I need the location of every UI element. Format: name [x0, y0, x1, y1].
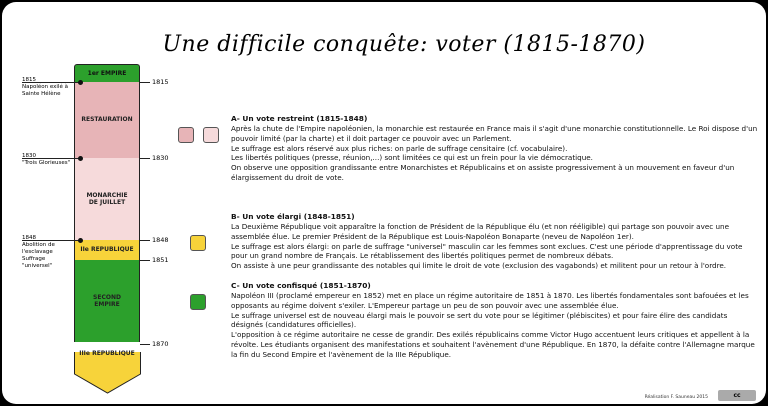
- band-label: MONARCHIE DE JUILLET: [86, 191, 128, 206]
- year-tick: [140, 158, 150, 159]
- year-tick: [140, 240, 150, 241]
- event-label: [22, 77, 76, 98]
- timeline-band-restauration: [74, 82, 140, 158]
- event-year: 1815: [22, 77, 36, 83]
- section-paragraph: La Deuxième République voit apparaître la fonction de Président de la République élu (et non rééligible) qui partage son pouvoir avec une assemblée élue. Le premier Président de la République est Louis-Napoléon Bonaparte (neveu de Napoléon 1er).: [231, 222, 730, 241]
- event-label: [22, 235, 68, 269]
- event-year: 1848: [22, 235, 36, 241]
- section-paragraph: On assiste à une peur grandissante des notables qui limite le droit de vote (exclusion des vagabonds) et militent pour un retour à l'ordre.: [231, 261, 727, 271]
- year-tick: [140, 344, 150, 345]
- section-paragraph: Napoléon III (proclamé empereur en 1852) met en place un régime autoritaire de 1851 à 1870. Les libertés fondamentales sont bafouées et les opposants au régime doivent s'exiler. L'Empereur partage un peu de son pouvoir avec une assemblée élue.: [231, 291, 749, 310]
- slide-title: Une difficile conquête: voter (1815-1870): [162, 32, 646, 57]
- year-label: 1870: [152, 340, 169, 348]
- year-label: 1815: [152, 78, 169, 86]
- year-tick: [140, 260, 150, 261]
- event-dot: [78, 238, 83, 243]
- section-paragraph: Après la chute de l'Empire napoléonien, la monarchie est restaurée en France mais il s'agit d'une monarchie constitutionnelle. Le Roi dispose d'un pouvoir limité (par la charte) et il doit partager ce pouvoir avec un Parlement.: [231, 124, 758, 143]
- event-dot: [78, 80, 83, 85]
- section-heading: A- Un vote restreint (1815-1848): [231, 114, 368, 123]
- slide: [2, 2, 766, 404]
- year-tick: [140, 82, 150, 83]
- event-year: 1830: [22, 153, 36, 159]
- section-heading: C- Un vote confisqué (1851-1870): [231, 281, 371, 290]
- section-heading: B- Un vote élargi (1848-1851): [231, 212, 355, 221]
- legend-square-monarchie-juillet: [203, 127, 219, 143]
- timeline-band-second-empire: [74, 260, 140, 342]
- timeline-band-1er-empire: [74, 64, 140, 82]
- event-text: Abolition de l'esclavage Suffrage "universel": [22, 241, 55, 269]
- year-label: 1848: [152, 236, 169, 244]
- section-paragraph: L'opposition à ce régime autoritaire ne cesse de grandir. Des exilés républicains comme Victor Hugo accentuent leurs critiques et appellent à la révolte. Les étudiants organisent des manifestations et souhaitent l'avènement d'une République. En 1870, la défaite contre l'Allemagne marque la fin du Second Empire et l'avènement de la IIIe République.: [231, 330, 755, 359]
- section-vote-confisque: [231, 281, 761, 360]
- event-label: [22, 153, 78, 167]
- cc-icon: cc: [733, 392, 741, 399]
- section-paragraph: Les libertés politiques (presse, réunion,...) sont limitées ce qui est un frein pour la vie démocratique.: [231, 153, 593, 163]
- band-label-wrap: [74, 342, 140, 366]
- section-paragraph: Le suffrage est alors réservé aux plus riches: on parle de suffrage censitaire (cf. vocabulaire).: [231, 143, 568, 153]
- legend-square-restauration: [178, 127, 194, 143]
- band-label: SECOND EMPIRE: [93, 293, 121, 308]
- creative-commons-badge[interactable]: [718, 390, 756, 401]
- band-label: IIIe REPUBLIQUE: [79, 350, 135, 358]
- section-vote-elargi: [231, 212, 761, 271]
- section-paragraph: Le suffrage est alors élargi: on parle de suffrage "universel" masculin car les femmes sont exclues. C'est une période d'apprentissage du vote pour un grand nombre de Français. Le rétablissement des libertés politiques permet de nombreux débats.: [231, 241, 743, 261]
- band-label: IIe REPUBLIQUE: [80, 246, 134, 254]
- event-text: "Trois Glorieuses": [22, 159, 71, 166]
- timeline-band-iie-republique: [74, 240, 140, 260]
- band-label: RESTAURATION: [81, 116, 133, 124]
- band-label: 1er EMPIRE: [87, 69, 127, 77]
- event-dot: [78, 156, 83, 161]
- section-vote-restreint: [231, 114, 761, 183]
- year-label: 1851: [152, 256, 169, 264]
- section-paragraph: Le suffrage universel est de nouveau élargi mais le pouvoir se sert du vote pour se légitimer (plébiscites) et pour faire élire des candidats désignés (candidatures officielles).: [231, 310, 728, 330]
- event-text: Napoléon exilé à Sainte Hélène: [22, 83, 68, 97]
- timeline: [74, 64, 142, 394]
- credit-text: Réalisation F. Sauneau 2015: [644, 395, 708, 400]
- year-label: 1830: [152, 154, 169, 162]
- legend-square-second-empire: [190, 294, 206, 310]
- section-paragraph: On observe une opposition grandissante entre Monarchistes et Républicains et on assiste progressivement à un mouvement en faveur d'un élargissement du droit de vote.: [231, 163, 735, 182]
- legend-square-republique: [190, 235, 206, 251]
- timeline-band-monarchie-de-juillet: [74, 158, 140, 240]
